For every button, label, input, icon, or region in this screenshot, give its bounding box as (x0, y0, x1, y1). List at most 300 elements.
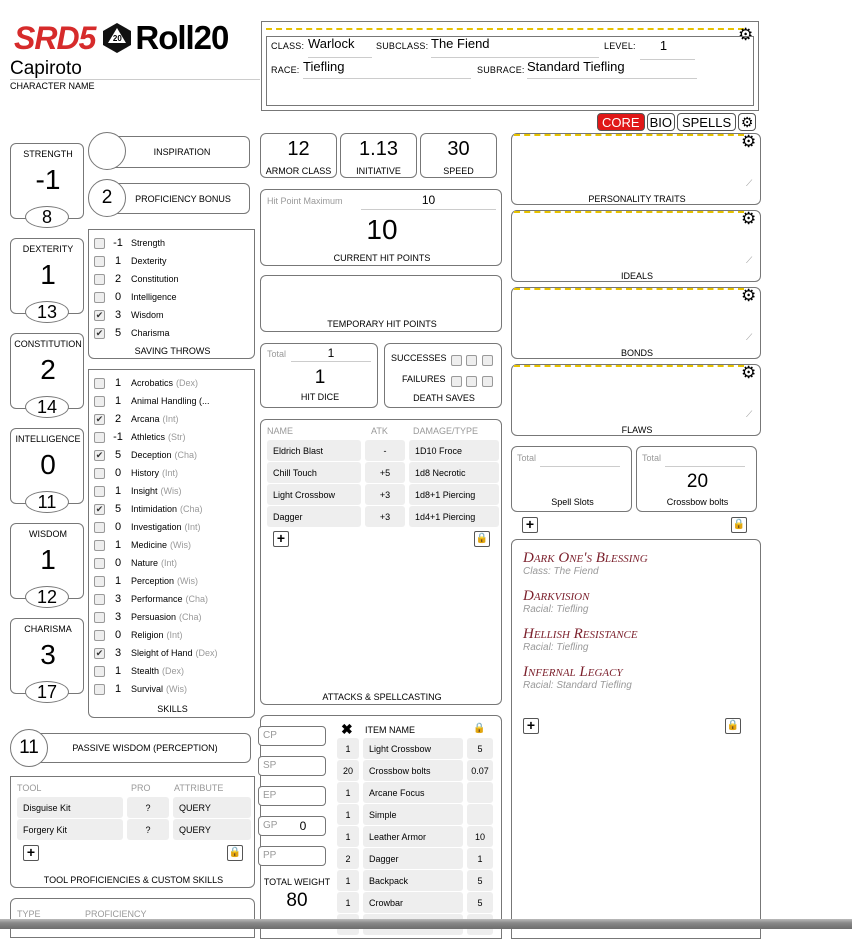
lock-icon[interactable]: 🔒 (474, 531, 490, 547)
level-field[interactable]: 1 (640, 38, 695, 60)
ability-score[interactable]: 11 (25, 491, 69, 513)
item-quantity[interactable]: 2 (337, 848, 359, 869)
skill-value: 1 (114, 575, 122, 587)
skills-title: SKILLS (157, 704, 188, 714)
ability-modifier: 2 (40, 354, 56, 385)
trait-dash (514, 134, 744, 136)
attacks-header-name: NAME (267, 426, 294, 436)
plus-icon[interactable]: + (523, 718, 539, 734)
proficiency-checkbox[interactable] (94, 540, 105, 551)
skill-name: History (131, 468, 160, 478)
trait-label: IDEALS (620, 271, 653, 281)
skill-attribute: (Cha) (180, 504, 203, 514)
item-weight[interactable]: 5 (467, 870, 493, 891)
feature-source: Racial: Tiefling (523, 642, 589, 653)
tab-core[interactable]: CORE (597, 113, 645, 131)
saving-throw-name: Constitution (131, 274, 179, 284)
resource-value[interactable]: 20 (686, 471, 709, 492)
race-label: RACE: (271, 65, 300, 75)
character-name-divider (10, 79, 260, 80)
armor-class-label: ARMOR CLASS (265, 166, 332, 176)
close-icon[interactable]: ✖ (341, 721, 353, 737)
inventory-header-name: ITEM NAME (365, 725, 416, 735)
saving-throw-name: Strength (131, 238, 166, 248)
ability-name: DEXTERITY (22, 244, 74, 254)
tools-box (10, 776, 255, 888)
proficiency-checkbox[interactable] (94, 558, 105, 569)
proficiency-checkbox[interactable] (94, 378, 105, 389)
proficiency-checkbox[interactable] (94, 630, 105, 641)
inspiration-label: INSPIRATION (153, 147, 211, 157)
item-weight[interactable] (467, 804, 493, 825)
skill-attribute: (Int) (162, 414, 179, 424)
attacks-header-damage: DAMAGE/TYPE (413, 426, 479, 436)
skill-attribute: (Wis) (170, 540, 192, 550)
skill-name: Stealth (131, 666, 160, 676)
trait-box-bonds (511, 287, 761, 359)
proficiency-checkbox[interactable] (94, 432, 105, 443)
skill-value: 0 (114, 521, 122, 533)
skill-value: 1 (114, 395, 122, 407)
skill-value: 0 (114, 467, 122, 479)
class-field[interactable]: Warlock (308, 36, 372, 58)
resource-total-label: Total (642, 453, 662, 463)
saving-throw-row (94, 236, 249, 250)
feature-name: Dark One's Blessing (523, 550, 648, 566)
saving-throws-box (88, 229, 255, 359)
trait-label: FLAWS (621, 425, 653, 435)
proficiency-checkbox[interactable] (94, 666, 105, 677)
skill-value: 5 (114, 503, 122, 515)
saving-throw-name: Wisdom (131, 310, 164, 320)
skill-attribute: (Int) (161, 558, 178, 568)
proficiency-checkbox[interactable] (94, 274, 105, 285)
death-success-checks[interactable] (451, 352, 493, 370)
proficiency-checkbox[interactable] (94, 576, 105, 587)
armor-class-value[interactable]: 12 (287, 138, 310, 160)
death-successes-label: SUCCESSES (391, 353, 447, 363)
skill-name: Sleight of Hand (131, 648, 193, 658)
header-info-box (261, 21, 759, 111)
initiative-box (340, 133, 417, 178)
inspiration-toggle[interactable] (88, 132, 126, 170)
tools-title: TOOL PROFICIENCIES & CUSTOM SKILLS (43, 875, 224, 885)
other-prof-box (10, 898, 255, 938)
tab-bar (597, 113, 756, 131)
tab-spells[interactable]: SPELLS (677, 113, 736, 131)
currency-gp[interactable] (258, 816, 326, 836)
hit-dice-box (260, 343, 378, 408)
item-quantity[interactable]: 20 (337, 760, 359, 781)
gear-icon[interactable]: ⚙ (741, 209, 757, 228)
skill-name: Athletics (131, 432, 166, 442)
skill-name: Investigation (131, 522, 182, 532)
skill-row (94, 592, 254, 606)
tool-attribute[interactable]: QUERY (173, 819, 251, 840)
trait-dash (514, 211, 744, 213)
ability-score[interactable]: 14 (25, 396, 69, 418)
gear-icon[interactable]: ⚙ (738, 25, 754, 44)
resize-handle-icon[interactable]: ⟋ (746, 409, 753, 419)
currency-label: EP (263, 790, 277, 801)
resource-total-field[interactable] (665, 451, 745, 467)
resource-box (511, 446, 632, 512)
attack-name[interactable]: Dagger (267, 506, 361, 527)
resource-box (636, 446, 757, 512)
feature-item[interactable] (523, 664, 753, 691)
proficiency-checkbox[interactable] (94, 238, 105, 249)
proficiency-checkbox[interactable] (94, 594, 105, 605)
equipment-box (260, 715, 502, 939)
attacks-box (260, 419, 502, 705)
death-saves-box (384, 343, 502, 408)
currency-sp[interactable] (258, 756, 326, 776)
tab-bio[interactable]: BIO (647, 113, 675, 131)
feature-name: Infernal Legacy (523, 664, 623, 680)
logo (14, 18, 228, 58)
armor-class-box (260, 133, 337, 178)
trait-textarea[interactable] (516, 294, 758, 342)
passive-value: 11 (10, 729, 48, 767)
resize-handle-icon[interactable]: ⟋ (746, 178, 753, 188)
ability-name: INTELLIGENCE (15, 434, 81, 444)
item-name[interactable]: Arcane Focus (363, 782, 463, 803)
race-field[interactable]: Tiefling (303, 59, 471, 79)
skill-value: -1 (113, 431, 123, 443)
skill-name: Persuasion (131, 612, 177, 622)
skill-attribute: (Dex) (162, 666, 185, 676)
resource-label: Spell Slots (551, 497, 594, 507)
resize-handle-icon[interactable]: ⟋ (746, 332, 753, 342)
subclass-label: SUBCLASS: (376, 41, 429, 51)
trait-box-personality (511, 133, 761, 205)
subclass-field[interactable]: The Fiend (431, 36, 599, 58)
total-weight-label: TOTAL WEIGHT (263, 877, 331, 887)
plus-icon[interactable]: + (23, 845, 39, 861)
initiative-label: INITIATIVE (356, 166, 401, 176)
proficiency-checkbox[interactable] (94, 256, 105, 267)
skill-attribute: (Str) (168, 432, 186, 442)
resource-total-field[interactable] (540, 451, 620, 467)
tool-pro[interactable]: ? (127, 819, 169, 840)
hit-points-box (260, 189, 502, 266)
skill-value: 1 (114, 539, 122, 551)
level-label: LEVEL: (604, 41, 636, 51)
item-quantity[interactable]: 1 (337, 892, 359, 913)
skill-name: Arcana (131, 414, 160, 424)
feature-item[interactable] (523, 588, 753, 615)
saving-throw-row (94, 326, 249, 340)
feature-item[interactable] (523, 626, 753, 653)
attack-name[interactable]: Eldrich Blast (267, 440, 361, 461)
skill-row (94, 376, 254, 390)
speed-box (420, 133, 497, 178)
skill-row (94, 538, 254, 552)
skill-value: 0 (114, 557, 122, 569)
saving-throw-row (94, 254, 249, 268)
tool-name[interactable]: Forgery Kit (17, 819, 123, 840)
proficiency-checkbox[interactable]: ✔ (95, 413, 104, 424)
gear-icon[interactable]: ⚙ (741, 132, 757, 151)
trait-textarea[interactable] (516, 140, 758, 188)
trait-textarea[interactable] (516, 217, 758, 265)
skill-value: 1 (114, 377, 122, 389)
hp-current-label: CURRENT HIT POINTS (333, 253, 431, 263)
item-name[interactable]: Leather Armor (363, 826, 463, 847)
subrace-field[interactable]: Standard Tiefling (527, 59, 697, 79)
skill-name: Insight (131, 486, 158, 496)
item-quantity[interactable]: 1 (337, 738, 359, 759)
skill-value: 1 (114, 485, 122, 497)
ability-box-dexterity (10, 238, 84, 322)
hit-dice-total-field[interactable]: 1 (291, 346, 371, 362)
skill-attribute: (Wis) (177, 576, 199, 586)
other-prof-header-type: TYPE (17, 909, 41, 919)
tools-header-pro: PRO (131, 783, 151, 793)
other-prof-header-prof: PROFICIENCY (85, 909, 147, 919)
ability-name: WISDOM (29, 529, 67, 539)
item-weight[interactable]: 5 (467, 892, 493, 913)
hit-dice-label: HIT DICE (300, 392, 340, 402)
skill-value: 2 (114, 413, 122, 425)
skill-row (94, 556, 254, 570)
currency-label: CP (263, 730, 277, 741)
proficiency-checkbox[interactable] (94, 396, 105, 407)
skill-attribute: (Cha) (179, 612, 202, 622)
attack-bonus[interactable]: +3 (365, 484, 405, 505)
currency-label: SP (263, 760, 277, 771)
proficiency-checkbox[interactable] (94, 612, 105, 623)
trait-dash (514, 288, 744, 290)
death-failure-checks[interactable] (451, 373, 493, 391)
death-failures-label: FAILURES (402, 374, 446, 384)
proficiency-checkbox[interactable] (94, 468, 105, 479)
proficiency-checkbox[interactable] (94, 684, 105, 695)
gear-icon[interactable]: ⚙ (741, 286, 757, 305)
item-name[interactable]: Backpack (363, 870, 463, 891)
skill-value: 1 (114, 683, 122, 695)
saving-throw-value: 2 (114, 273, 122, 285)
skill-row (94, 502, 254, 516)
lock-icon[interactable]: 🔒 (731, 517, 747, 533)
proficiency-label: PROFICIENCY BONUS (135, 194, 231, 204)
skill-row (94, 448, 254, 462)
item-weight[interactable]: 0.07 (467, 760, 493, 781)
saving-throw-value: 3 (114, 309, 122, 321)
proficiency-checkbox[interactable]: ✔ (95, 327, 104, 338)
plus-icon[interactable]: + (273, 531, 289, 547)
attack-name[interactable]: Chill Touch (267, 462, 361, 483)
proficiency-checkbox[interactable] (94, 522, 105, 533)
attack-damage[interactable]: 1d8 Necrotic (409, 462, 499, 483)
attack-name[interactable]: Light Crossbow (267, 484, 361, 505)
temp-hp-box[interactable] (260, 275, 502, 332)
saving-throw-row (94, 272, 249, 286)
features-box (511, 539, 761, 939)
trait-dash (514, 365, 744, 367)
ability-name: CHARISMA (24, 624, 72, 634)
logo-roll20: Roll20 (135, 19, 229, 56)
resize-handle-icon[interactable]: ⟋ (746, 255, 753, 265)
resource-total-label: Total (517, 453, 537, 463)
attack-bonus[interactable]: +5 (365, 462, 405, 483)
item-weight[interactable]: 5 (467, 738, 493, 759)
ability-modifier: -1 (35, 164, 61, 195)
currency-cp[interactable] (258, 726, 326, 746)
lock-icon[interactable]: 🔒 (227, 845, 243, 861)
attacks-title: ATTACKS & SPELLCASTING (322, 692, 442, 702)
currency-value[interactable]: 0 (299, 819, 307, 833)
item-weight[interactable]: 10 (467, 826, 493, 847)
ability-modifier: 1 (40, 544, 56, 575)
saving-throw-name: Intelligence (131, 292, 177, 302)
feature-name: Hellish Resistance (523, 626, 638, 642)
ability-modifier: 0 (40, 449, 56, 480)
item-name[interactable]: Crossbow bolts (363, 760, 463, 781)
logo-srd: SRD5 (14, 19, 96, 56)
proficiency-checkbox[interactable] (94, 292, 105, 303)
gear-icon[interactable]: ⚙ (738, 113, 756, 131)
header-dash (266, 28, 744, 30)
skill-row (94, 520, 254, 534)
proficiency-checkbox[interactable]: ✔ (95, 503, 104, 514)
resource-label: Crossbow bolts (666, 497, 729, 507)
skill-row (94, 412, 254, 426)
item-name[interactable]: Light Crossbow (363, 738, 463, 759)
skill-attribute: (Wis) (166, 684, 188, 694)
ability-score[interactable]: 8 (25, 206, 69, 228)
hp-max-label: Hit Point Maximum (267, 196, 343, 206)
skill-attribute: (Cha) (174, 450, 198, 460)
saving-throw-value: 0 (114, 291, 122, 303)
item-quantity[interactable]: 1 (337, 804, 359, 825)
item-quantity[interactable]: 1 (337, 782, 359, 803)
d20-icon: 20 (101, 22, 133, 54)
skill-value: 3 (114, 647, 122, 659)
attack-damage[interactable]: 1d4+1 Piercing (409, 506, 499, 527)
skill-name: Religion (131, 630, 164, 640)
skill-row (94, 664, 254, 678)
character-name[interactable]: Capiroto (10, 58, 82, 79)
ability-modifier: 1 (40, 259, 56, 290)
item-quantity[interactable]: 1 (337, 826, 359, 847)
attacks-header-atk: ATK (371, 426, 388, 436)
skill-value: 3 (114, 593, 122, 605)
skill-name: Animal Handling (... (131, 396, 210, 406)
attack-bonus[interactable]: +3 (365, 506, 405, 527)
skill-value: 5 (114, 449, 122, 461)
hp-current-value[interactable]: 10 (366, 214, 398, 245)
trait-label: BONDS (620, 348, 653, 358)
skill-row (94, 610, 254, 624)
hit-dice-total-label: Total (267, 349, 287, 359)
trait-label: PERSONALITY TRAITS (588, 194, 686, 204)
subrace-label: SUBRACE: (477, 65, 525, 75)
tool-attribute[interactable]: QUERY (173, 797, 251, 818)
proficiency-checkbox[interactable] (94, 486, 105, 497)
trait-textarea[interactable] (516, 371, 758, 419)
skill-row (94, 394, 254, 408)
temp-hp-label: TEMPORARY HIT POINTS (327, 319, 437, 329)
attack-bonus[interactable]: - (365, 440, 405, 461)
skill-value: 3 (114, 611, 122, 623)
saving-throw-value: 5 (114, 327, 122, 339)
hp-max-field[interactable]: 10 (361, 193, 496, 210)
feature-source: Class: The Fiend (523, 566, 599, 577)
proficiency-checkbox[interactable]: ✔ (95, 309, 104, 320)
ability-score[interactable]: 12 (25, 586, 69, 608)
currency-label: GP (263, 820, 278, 831)
plus-icon[interactable]: + (522, 517, 538, 533)
item-name[interactable]: Simple (363, 804, 463, 825)
saving-throw-name: Dexterity (131, 256, 167, 266)
hit-dice-value[interactable]: 1 (314, 367, 326, 388)
skill-attribute: (Dex) (195, 648, 218, 658)
currency-pp[interactable] (258, 846, 326, 866)
skill-name: Deception (131, 450, 172, 460)
skill-name: Nature (131, 558, 159, 568)
skill-row (94, 682, 254, 696)
item-name[interactable]: Dagger (363, 848, 463, 869)
ability-box-charisma (10, 618, 84, 702)
skill-row (94, 466, 254, 480)
skill-row (94, 574, 254, 588)
trait-box-ideals (511, 210, 761, 282)
ability-score[interactable]: 17 (25, 681, 69, 703)
ability-score[interactable]: 13 (25, 301, 69, 323)
speed-value[interactable]: 30 (447, 138, 470, 160)
tools-header-tool: TOOL (17, 783, 42, 793)
item-weight[interactable]: 1 (467, 848, 493, 869)
saving-throw-name: Charisma (131, 328, 170, 338)
class-label: CLASS: (271, 41, 305, 51)
attack-damage[interactable]: 1d8+1 Piercing (409, 484, 499, 505)
skills-box (88, 369, 255, 718)
tool-name[interactable]: Disguise Kit (17, 797, 123, 818)
gear-icon[interactable]: ⚙ (741, 363, 757, 382)
feature-source: Racial: Tiefling (523, 604, 589, 615)
initiative-value[interactable]: 1.13 (359, 138, 398, 160)
saving-throw-row (94, 290, 249, 304)
item-quantity[interactable]: 1 (337, 870, 359, 891)
feature-item[interactable] (523, 550, 753, 577)
lock-icon[interactable]: 🔒 (473, 723, 486, 734)
attack-damage[interactable]: 1D10 Froce (409, 440, 499, 461)
saving-throw-value: -1 (113, 237, 123, 249)
item-weight[interactable] (467, 782, 493, 803)
skill-name: Perception (131, 576, 175, 586)
skill-row (94, 628, 254, 642)
death-saves-label: DEATH SAVES (413, 393, 475, 403)
skill-attribute: (Cha) (185, 594, 209, 604)
skill-attribute: (Wis) (160, 486, 182, 496)
proficiency-checkbox[interactable]: ✔ (95, 647, 104, 658)
skill-name: Medicine (131, 540, 168, 550)
currency-ep[interactable] (258, 786, 326, 806)
proficiency-checkbox[interactable]: ✔ (95, 449, 104, 460)
character-name-label: CHARACTER NAME (10, 81, 95, 91)
lock-icon[interactable]: 🔒 (725, 718, 741, 734)
skill-name: Survival (131, 684, 164, 694)
skill-name: Acrobatics (131, 378, 174, 388)
ability-box-constitution (10, 333, 84, 417)
ability-name: CONSTITUTION (14, 339, 82, 349)
ability-modifier: 3 (40, 639, 56, 670)
tool-pro[interactable]: ? (127, 797, 169, 818)
trait-box-flaws (511, 364, 761, 436)
item-name[interactable]: Crowbar (363, 892, 463, 913)
skill-attribute: (Int) (166, 630, 183, 640)
